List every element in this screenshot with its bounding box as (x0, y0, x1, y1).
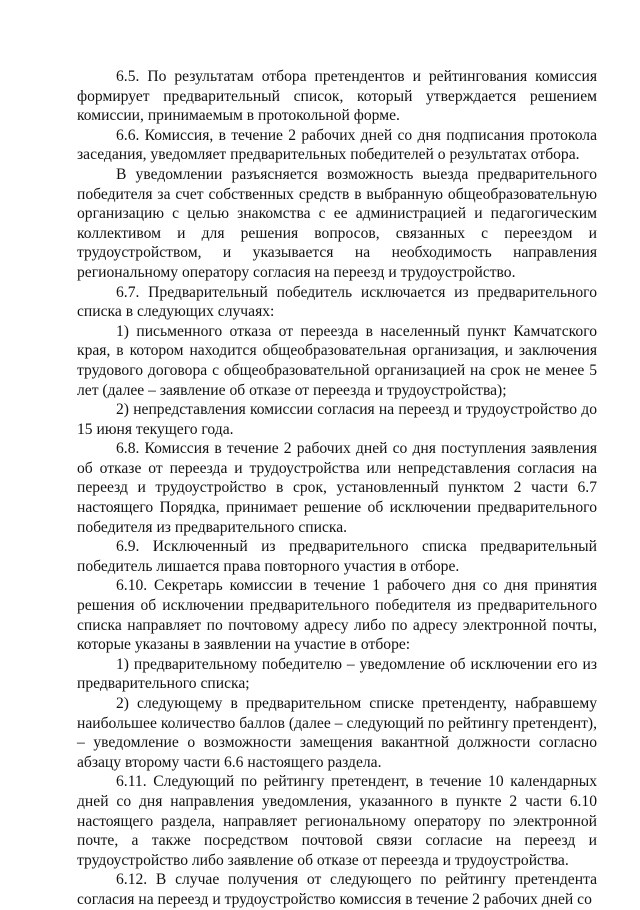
paragraph-6-12: 6.12. В случае получения от следующего по рейтингу претендента согласия на переезд и трудоустройство комиссия в течение 2 рабочих дней со (77, 871, 597, 908)
paragraph-6-11: 6.11. Следующий по рейтингу претендент, в течение 10 календарных дней со дня направления уведомления, указанного в пункте 2 части 6.10 настоящего раздела, направляет региональному оператору по электронной почте, а также посредством почтовой связи согласие на переезд и трудоустройство либо заявление об отказе от переезда и трудоустройства. (77, 773, 597, 869)
paragraph-6-9: 6.9. Исключенный из предварительного списка предварительный победитель лишается права повторного участия в отборе. (77, 538, 597, 575)
paragraph-6-10-item-1: 1) предварительному победителю – уведомление об исключении его из предварительного списка; (77, 655, 597, 693)
paragraph-6-10: 6.10. Секретарь комиссии в течение 1 рабочего дня со дня принятия решения об исключении предварительного победителя из предварительного списка направляет по почтовому адресу либо по адресу электронной почты, которые указаны в заявлении на участие в отборе: (77, 577, 597, 654)
paragraph-6-7-item-2: 2) непредставления комиссии согласия на переезд и трудоустройство до 15 июня текущего года. (77, 401, 597, 438)
paragraph-6-6: 6.6. Комиссия, в течение 2 рабочих дней со дня подписания протокола заседания, уведомляет предварительных победителей о результатах отбора. (77, 126, 597, 164)
paragraph-6-10-item-2: 2) следующему в предварительном списке претенденту, набравшему наибольшее количество баллов (далее – следующий по рейтингу претендент), – уведомление о возможности замещения вакантной должности согласно абзацу второму части 6.6 настоящего раздела. (77, 695, 597, 771)
paragraph-6-7-item-1: 1) письменного отказа от переезда в населенный пункт Камчатского края, в котором находится общеобразовательная организация, и заключения трудового договора с общеобразовательной организацией на срок не менее 5 лет (далее – заявление об отказе от переезда и трудоустройства); (77, 322, 597, 399)
document-page (77, 67, 597, 910)
paragraph-6-7: 6.7. Предварительный победитель исключается из предварительного списка в следующих случаях: (77, 283, 597, 321)
paragraph-notification: В уведомлении разъясняется возможность выезда предварительного победителя за счет собственных средств в выбранную общеобразовательную организацию с целью знакомства с ее администрацией и педагогическим коллективом и для решения вопросов, связанных с переездом и трудоустройством, и указывается на необходимость направления региональному оператору согласия на переезд и трудоустройство. (77, 165, 597, 281)
paragraph-6-5: 6.5. По результатам отбора претендентов и рейтингования комиссия формирует предварительный список, который утверждается решением комиссии, принимаемым в протокольной форме. (77, 68, 597, 125)
paragraph-6-8: 6.8. Комиссия в течение 2 рабочих дней со дня поступления заявления об отказе от переезда и трудоустройства или непредставления согласия на переезд и трудоустройство в срок, установленный пунктом 2 части 6.7 настоящего Порядка, принимает решение об исключении предварительного победителя из предварительного списка. (77, 440, 597, 536)
